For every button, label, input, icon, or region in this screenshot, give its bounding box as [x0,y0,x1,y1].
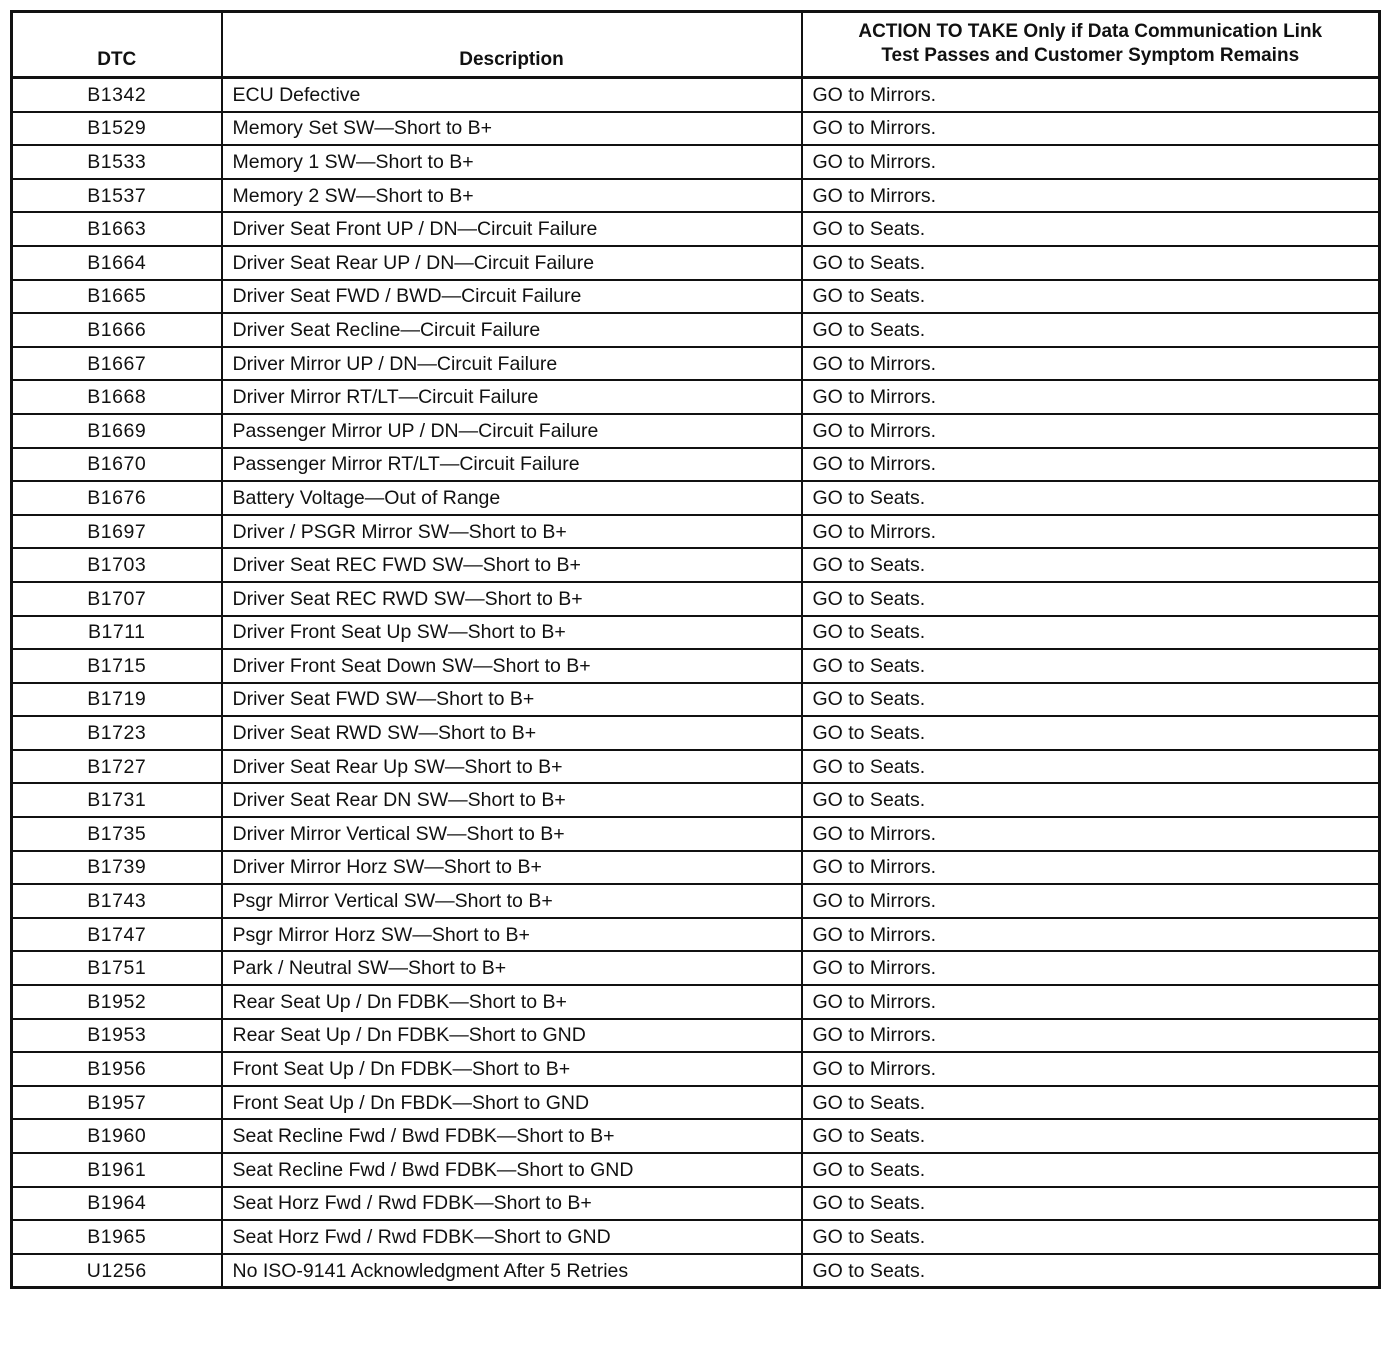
header-dtc: DTC [12,12,222,78]
action-cell: GO to Seats. [802,783,1380,817]
table-row [12,347,1380,381]
description-cell: Battery Voltage—Out of Range [222,481,802,515]
dtc-code-cell: B1961 [12,1153,222,1187]
action-cell: GO to Mirrors. [802,515,1380,549]
table-row [12,951,1380,985]
table-row [12,78,1380,112]
table-row [12,481,1380,515]
action-cell: GO to Mirrors. [802,817,1380,851]
description-cell: Driver Mirror Horz SW—Short to B+ [222,851,802,885]
action-cell: GO to Mirrors. [802,1052,1380,1086]
header-row [12,12,1380,78]
dtc-code-cell: B1960 [12,1119,222,1153]
table-body [12,78,1380,1288]
action-cell: GO to Mirrors. [802,851,1380,885]
description-cell: Driver Seat Rear UP / DN—Circuit Failure [222,246,802,280]
table-row [12,649,1380,683]
action-cell: GO to Seats. [802,716,1380,750]
action-cell: GO to Seats. [802,649,1380,683]
description-cell: Driver Seat REC RWD SW—Short to B+ [222,582,802,616]
action-cell: GO to Seats. [802,1153,1380,1187]
description-cell: Passenger Mirror UP / DN—Circuit Failure [222,414,802,448]
dtc-code-cell: B1953 [12,1019,222,1053]
dtc-code-cell: B1697 [12,515,222,549]
table-row [12,985,1380,1019]
dtc-code-cell: B1952 [12,985,222,1019]
action-cell: GO to Mirrors. [802,448,1380,482]
table-row [12,548,1380,582]
description-cell: Front Seat Up / Dn FDBK—Short to B+ [222,1052,802,1086]
description-cell: Front Seat Up / Dn FBDK—Short to GND [222,1086,802,1120]
table-row [12,750,1380,784]
table-row [12,1052,1380,1086]
header-action-line1: ACTION TO TAKE Only if Data Communication Link [858,20,1323,42]
dtc-code-cell: B1670 [12,448,222,482]
description-cell: Rear Seat Up / Dn FDBK—Short to GND [222,1019,802,1053]
table-row [12,1187,1380,1221]
dtc-code-cell: B1703 [12,548,222,582]
action-cell: GO to Mirrors. [802,380,1380,414]
dtc-code-cell: B1537 [12,179,222,213]
description-cell: Driver / PSGR Mirror SW—Short to B+ [222,515,802,549]
dtc-code-cell: B1957 [12,1086,222,1120]
table-row [12,1254,1380,1288]
action-cell: GO to Seats. [802,1086,1380,1120]
description-cell: Park / Neutral SW—Short to B+ [222,951,802,985]
action-cell: GO to Seats. [802,212,1380,246]
action-cell: GO to Seats. [802,750,1380,784]
table-row [12,1086,1380,1120]
dtc-code-cell: B1663 [12,212,222,246]
table-row [12,448,1380,482]
dtc-code-cell: B1727 [12,750,222,784]
dtc-code-cell: B1743 [12,884,222,918]
dtc-code-cell: B1747 [12,918,222,952]
description-cell: Driver Mirror RT/LT—Circuit Failure [222,380,802,414]
table-row [12,179,1380,213]
dtc-code-cell: B1664 [12,246,222,280]
action-cell: GO to Seats. [802,1220,1380,1254]
table-row [12,515,1380,549]
description-cell: Driver Seat Rear DN SW—Short to B+ [222,783,802,817]
description-cell: Memory 1 SW—Short to B+ [222,145,802,179]
action-cell: GO to Mirrors. [802,951,1380,985]
description-cell: Passenger Mirror RT/LT—Circuit Failure [222,448,802,482]
table-row [12,884,1380,918]
action-cell: GO to Seats. [802,548,1380,582]
header-action-line2: Test Passes and Customer Symptom Remains [881,44,1300,66]
table-row [12,1119,1380,1153]
description-cell: ECU Defective [222,78,802,112]
table-row [12,280,1380,314]
action-cell: GO to Seats. [802,313,1380,347]
dtc-table [10,10,1381,1289]
dtc-code-cell: B1719 [12,683,222,717]
dtc-code-cell: B1667 [12,347,222,381]
description-cell: Memory 2 SW—Short to B+ [222,179,802,213]
table-row [12,918,1380,952]
description-cell: Psgr Mirror Vertical SW—Short to B+ [222,884,802,918]
description-cell: Memory Set SW—Short to B+ [222,112,802,146]
description-cell: Driver Front Seat Up SW—Short to B+ [222,616,802,650]
action-cell: GO to Mirrors. [802,985,1380,1019]
action-cell: GO to Mirrors. [802,145,1380,179]
dtc-code-cell: B1669 [12,414,222,448]
dtc-code-cell: B1735 [12,817,222,851]
table-row [12,1220,1380,1254]
table-row [12,582,1380,616]
dtc-code-cell: B1707 [12,582,222,616]
action-cell: GO to Seats. [802,683,1380,717]
description-cell: Driver Seat Front UP / DN—Circuit Failure [222,212,802,246]
dtc-code-cell: B1676 [12,481,222,515]
table-row [12,145,1380,179]
table-row [12,783,1380,817]
table-row [12,683,1380,717]
description-cell: Seat Recline Fwd / Bwd FDBK—Short to GND [222,1153,802,1187]
action-cell: GO to Mirrors. [802,1019,1380,1053]
dtc-code-cell: B1739 [12,851,222,885]
dtc-code-cell: B1529 [12,112,222,146]
table-row [12,1019,1380,1053]
table-row [12,1153,1380,1187]
dtc-code-cell: B1715 [12,649,222,683]
dtc-code-cell: B1666 [12,313,222,347]
action-cell: GO to Seats. [802,246,1380,280]
dtc-code-cell: B1533 [12,145,222,179]
table-header [12,12,1380,78]
description-cell: Rear Seat Up / Dn FDBK—Short to B+ [222,985,802,1019]
description-cell: Driver Mirror Vertical SW—Short to B+ [222,817,802,851]
dtc-code-cell: B1964 [12,1187,222,1221]
table-row [12,246,1380,280]
action-cell: GO to Mirrors. [802,884,1380,918]
header-description: Description [222,12,802,78]
table-row [12,817,1380,851]
header-action [802,12,1380,78]
dtc-code-cell: B1711 [12,616,222,650]
action-cell: GO to Seats. [802,582,1380,616]
description-cell: Psgr Mirror Horz SW—Short to B+ [222,918,802,952]
table-row [12,851,1380,885]
action-cell: GO to Seats. [802,481,1380,515]
action-cell: GO to Seats. [802,1119,1380,1153]
description-cell: Driver Seat Rear Up SW—Short to B+ [222,750,802,784]
table-row [12,313,1380,347]
description-cell: Driver Mirror UP / DN—Circuit Failure [222,347,802,381]
description-cell: Driver Seat REC FWD SW—Short to B+ [222,548,802,582]
table-row [12,212,1380,246]
action-cell: GO to Mirrors. [802,112,1380,146]
action-cell: GO to Mirrors. [802,78,1380,112]
description-cell: Seat Horz Fwd / Rwd FDBK—Short to B+ [222,1187,802,1221]
dtc-code-cell: B1665 [12,280,222,314]
dtc-code-cell: B1723 [12,716,222,750]
table-row [12,414,1380,448]
table-row [12,380,1380,414]
action-cell: GO to Seats. [802,1254,1380,1288]
table-row [12,616,1380,650]
action-cell: GO to Seats. [802,1187,1380,1221]
dtc-code-cell: U1256 [12,1254,222,1288]
action-cell: GO to Mirrors. [802,414,1380,448]
dtc-code-cell: B1668 [12,380,222,414]
description-cell: Seat Recline Fwd / Bwd FDBK—Short to B+ [222,1119,802,1153]
dtc-code-cell: B1965 [12,1220,222,1254]
action-cell: GO to Mirrors. [802,347,1380,381]
dtc-code-cell: B1342 [12,78,222,112]
table-row [12,716,1380,750]
action-cell: GO to Seats. [802,280,1380,314]
description-cell: Driver Seat FWD / BWD—Circuit Failure [222,280,802,314]
action-cell: GO to Mirrors. [802,179,1380,213]
description-cell: Driver Seat RWD SW—Short to B+ [222,716,802,750]
dtc-code-cell: B1731 [12,783,222,817]
description-cell: No ISO-9141 Acknowledgment After 5 Retries [222,1254,802,1288]
action-cell: GO to Seats. [802,616,1380,650]
dtc-code-cell: B1751 [12,951,222,985]
description-cell: Driver Front Seat Down SW—Short to B+ [222,649,802,683]
table-row [12,112,1380,146]
description-cell: Driver Seat Recline—Circuit Failure [222,313,802,347]
description-cell: Seat Horz Fwd / Rwd FDBK—Short to GND [222,1220,802,1254]
action-cell: GO to Mirrors. [802,918,1380,952]
description-cell: Driver Seat FWD SW—Short to B+ [222,683,802,717]
dtc-code-cell: B1956 [12,1052,222,1086]
